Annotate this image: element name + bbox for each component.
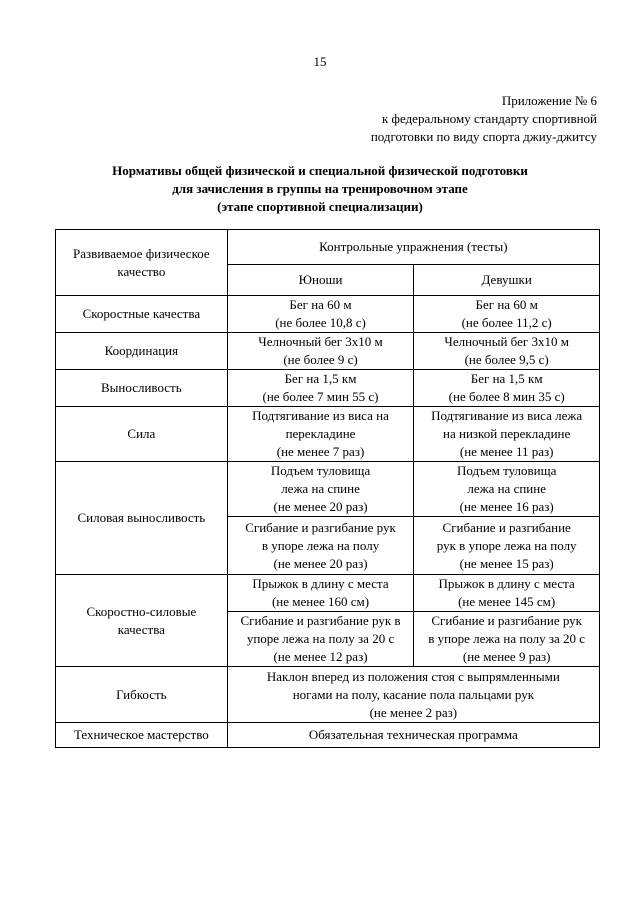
- appendix-line-1: Приложение № 6: [501, 93, 597, 108]
- title-line-1: Нормативы общей физической и специальной физической подготовки: [112, 163, 528, 178]
- boys-norm-cell: Бег на 1,5 км (не более 7 мин 55 с): [227, 370, 414, 407]
- boys-norm-cell: Прыжок в длину с места (не менее 160 см): [227, 575, 414, 612]
- appendix-line-3: подготовки по виду спорта джиу-джитсу: [370, 129, 597, 144]
- girls-norm-cell: Сгибание и разгибание рук в упоре лежа на полу (не менее 15 раз): [414, 517, 600, 575]
- girls-norm-cell: Челночный бег 3х10 м (не более 9,5 с): [414, 333, 600, 370]
- header-tests: Контрольные упражнения (тесты): [227, 230, 599, 265]
- quality-cell: Гибкость: [56, 667, 228, 723]
- document-title: [0, 162, 640, 216]
- header-quality: Развиваемое физическое качество: [56, 230, 228, 296]
- common-norm-cell: Обязательная техническая программа: [227, 723, 599, 748]
- girls-norm-cell: Сгибание и разгибание рук в упоре лежа на полу за 20 с (не менее 9 раз): [414, 612, 600, 667]
- page-number: 15: [313, 54, 327, 69]
- boys-norm-cell: Подъем туловища лежа на спине (не менее 20 раз): [227, 462, 414, 517]
- common-norm-cell: Наклон вперед из положения стоя с выпрямленными ногами на полу, касание пола пальцами рук (не менее 2 раз): [227, 667, 599, 723]
- title-line-3: (этапе спортивной специализации): [217, 199, 423, 214]
- appendix-line-2: к федеральному стандарту спортивной: [381, 111, 597, 126]
- boys-norm-cell: Сгибание и разгибание рук в упоре лежа на полу (не менее 20 раз): [227, 517, 414, 575]
- table-row: [56, 723, 600, 748]
- appendix-note: [371, 92, 597, 146]
- quality-cell: Скоростно-силовые качества: [56, 575, 228, 667]
- boys-norm-cell: Сгибание и разгибание рук в упоре лежа на полу за 20 с (не менее 12 раз): [227, 612, 414, 667]
- header-boys: Юноши: [227, 265, 414, 296]
- quality-cell: Координация: [56, 333, 228, 370]
- table-row: [56, 370, 600, 407]
- table-row: [56, 575, 600, 612]
- girls-norm-cell: Бег на 1,5 км (не более 8 мин 35 с): [414, 370, 600, 407]
- quality-cell: Силовая выносливость: [56, 462, 228, 575]
- table-row: [56, 667, 600, 723]
- quality-cell: Выносливость: [56, 370, 228, 407]
- quality-cell: Скоростные качества: [56, 296, 228, 333]
- boys-norm-cell: Подтягивание из виса на перекладине (не менее 7 раз): [227, 407, 414, 462]
- girls-norm-cell: Подтягивание из виса лежа на низкой перекладине (не менее 11 раз): [414, 407, 600, 462]
- boys-norm-cell: Челночный бег 3х10 м (не более 9 с): [227, 333, 414, 370]
- norms-table: [55, 229, 600, 748]
- table-row: [56, 333, 600, 370]
- quality-cell: Техническое мастерство: [56, 723, 228, 748]
- boys-norm-cell: Бег на 60 м (не более 10,8 с): [227, 296, 414, 333]
- table-row: [56, 296, 600, 333]
- quality-cell: Сила: [56, 407, 228, 462]
- table-row: [56, 407, 600, 462]
- girls-norm-cell: Прыжок в длину с места (не менее 145 см): [414, 575, 600, 612]
- header-girls: Девушки: [414, 265, 600, 296]
- table-row: [56, 462, 600, 517]
- girls-norm-cell: Подъем туловища лежа на спине (не менее 16 раз): [414, 462, 600, 517]
- girls-norm-cell: Бег на 60 м (не более 11,2 с): [414, 296, 600, 333]
- title-line-2: для зачисления в группы на тренировочном этапе: [172, 181, 468, 196]
